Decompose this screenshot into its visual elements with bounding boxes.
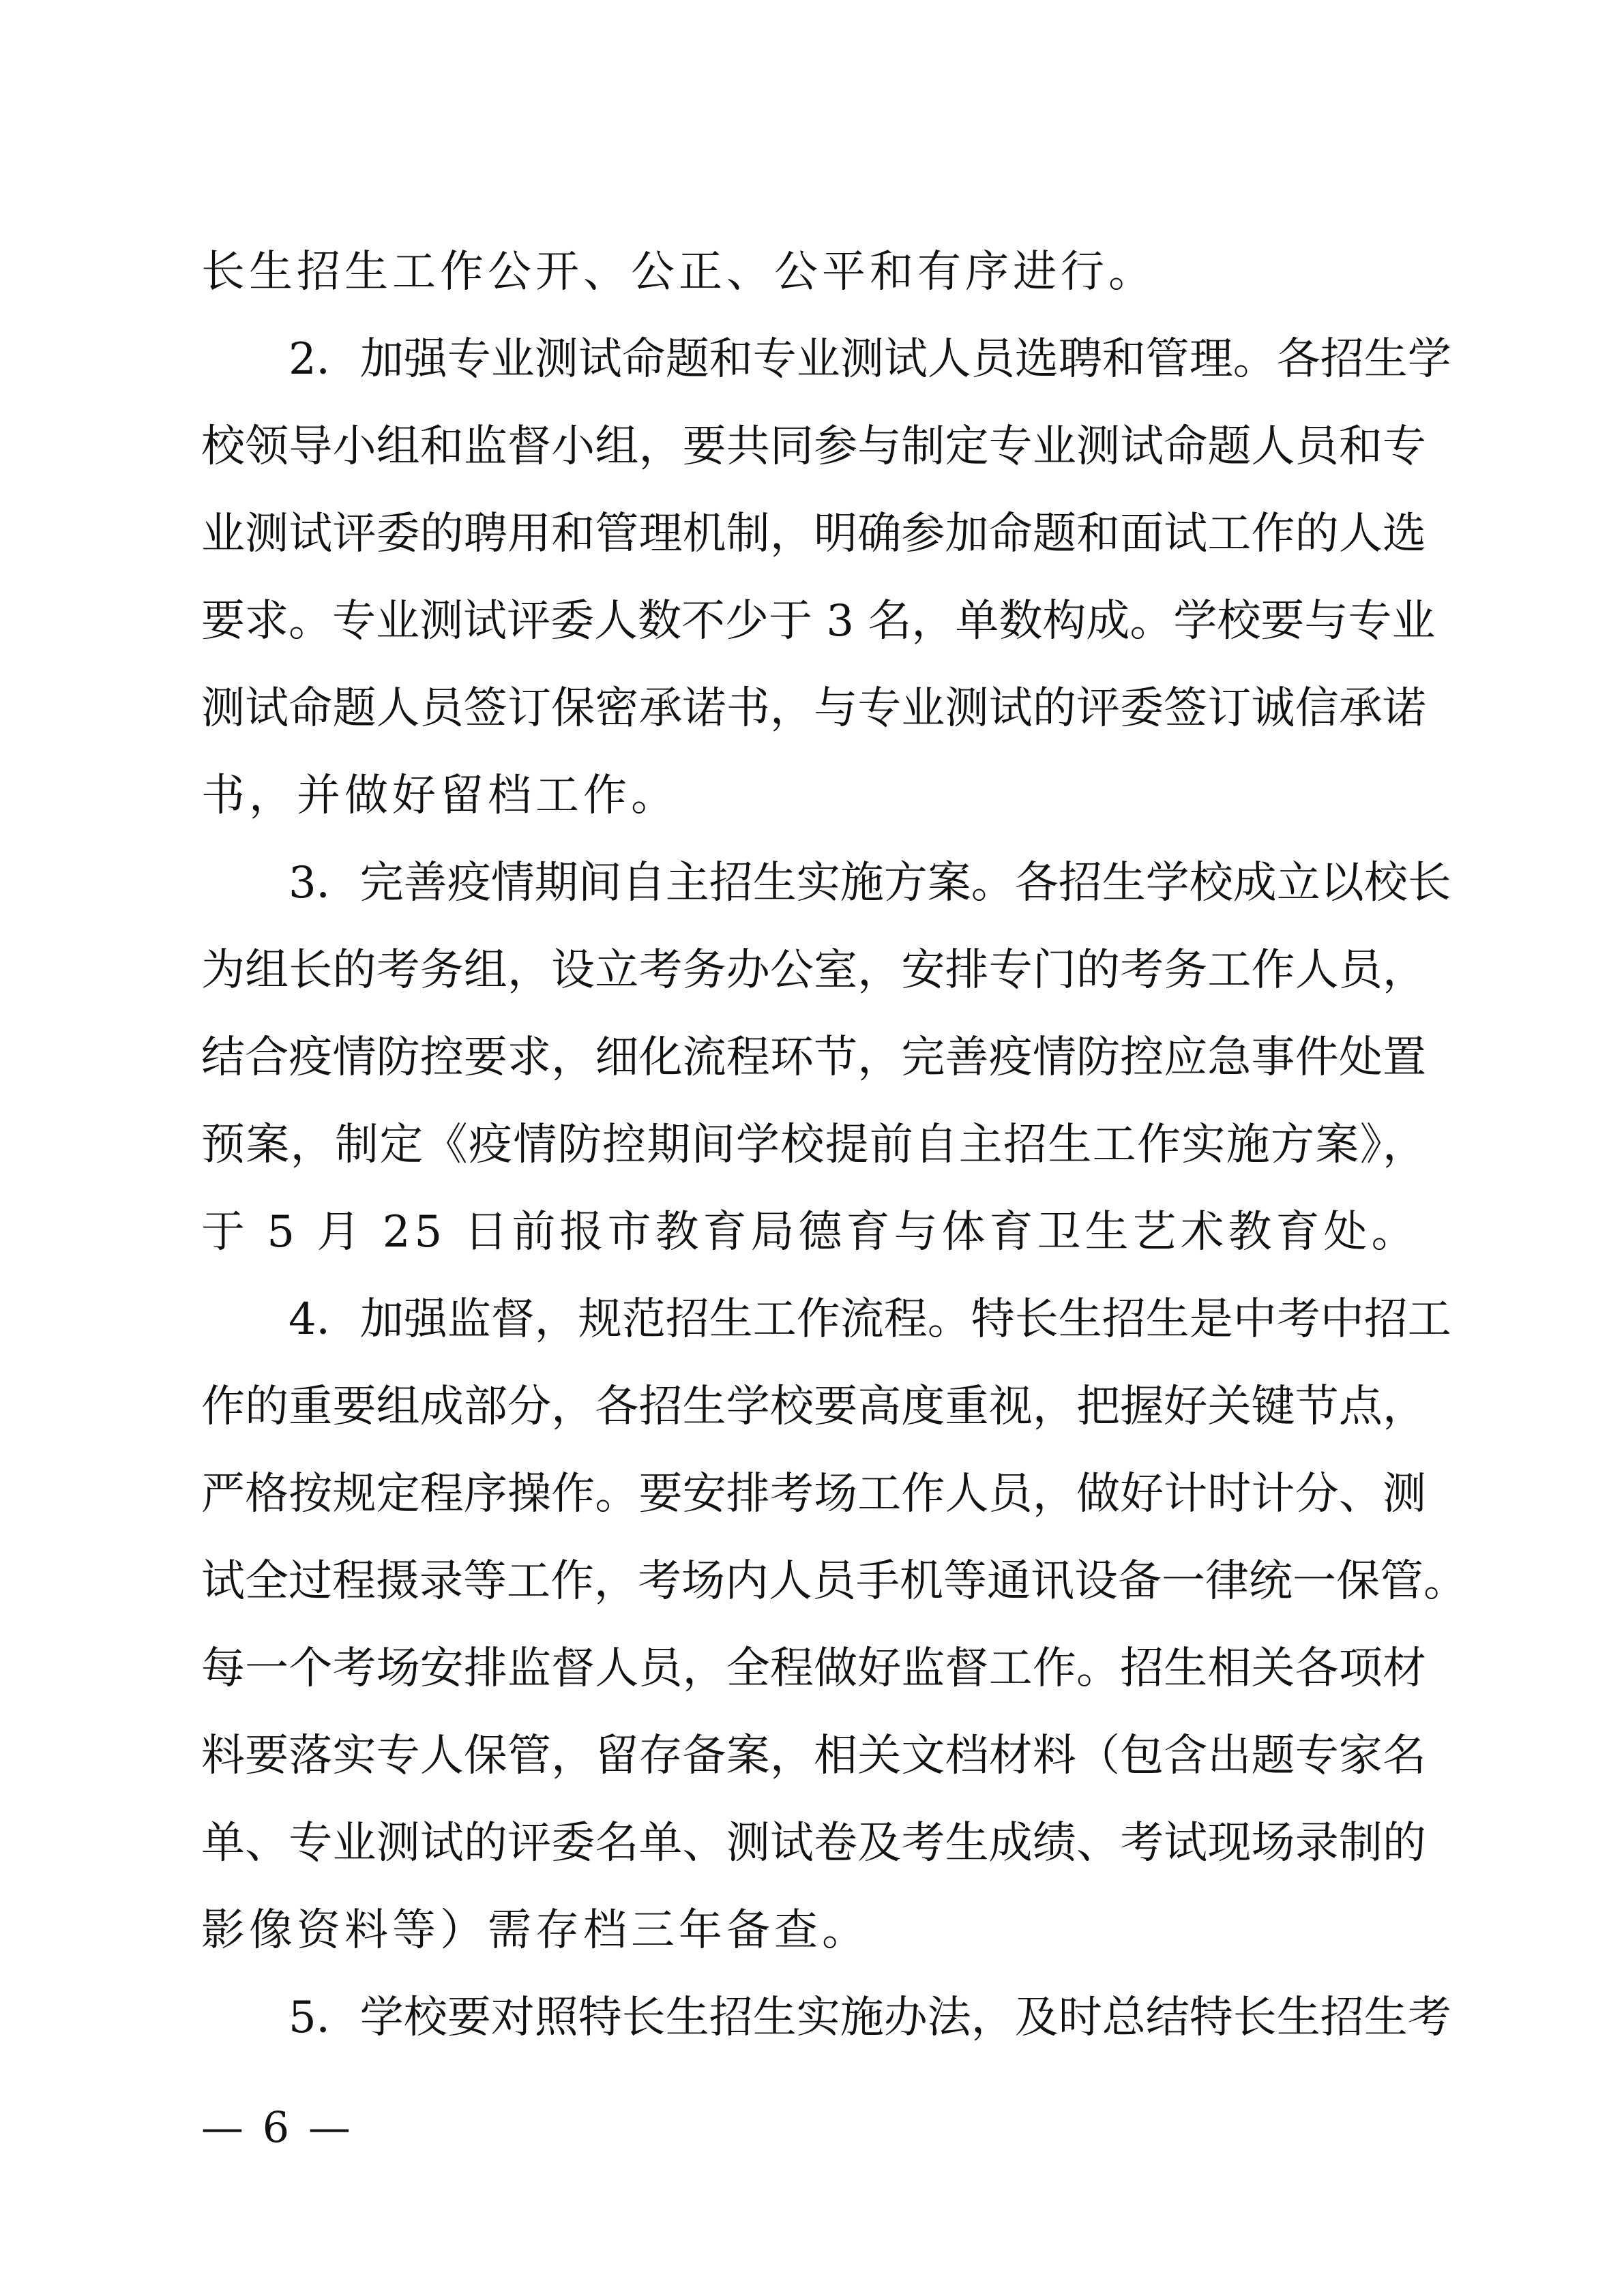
text-line: 校领导小组和监督小组，要共同参与制定专业测试命题人员和专 bbox=[201, 421, 1426, 472]
text-line: 预案，制定《疫情防控期间学校提前自主招生工作实施方案》， bbox=[201, 1120, 1426, 1170]
body-text bbox=[201, 228, 1467, 2061]
text-line: 影像资料等）需存档三年备查。 bbox=[201, 1905, 870, 1956]
text-line: 结合疫情防控要求，细化流程环节，完善疫情防控应急事件处置 bbox=[201, 1032, 1426, 1083]
text-line: 料要落实专人保管，留存备案，相关文档材料（包含出题专家名 bbox=[201, 1731, 1426, 1781]
text-line: 严格按规定程序操作。要安排考场工作人员，做好计时计分、测 bbox=[201, 1469, 1426, 1519]
text-line: 测试命题人员签订保密承诺书，与专业测试的评委签订诚信承诺 bbox=[201, 683, 1426, 734]
text-line: 每一个考场安排监督人员，全程做好监督工作。招生相关各项材 bbox=[201, 1643, 1426, 1694]
text-line: 书，并做好留档工作。 bbox=[201, 771, 679, 821]
text-line: 3．完善疫情期间自主招生实施方案。各招生学校成立以校长 bbox=[289, 858, 1451, 908]
text-line: 要求。专业测试评委人数不少于 3 名，单数构成。学校要与专业 bbox=[201, 596, 1436, 646]
text-line: 2．加强专业测试命题和专业测试人员选聘和管理。各招生学 bbox=[289, 334, 1451, 385]
text-line: 单、专业测试的评委名单、测试卷及考生成绩、考试现场录制的 bbox=[201, 1818, 1426, 1868]
text-line: 4．加强监督，规范招生工作流程。特长生招生是中考中招工 bbox=[289, 1294, 1451, 1345]
text-line: 长生招生工作公开、公正、公平和有序进行。 bbox=[201, 247, 1156, 297]
text-line: 5．学校要对照特长生招生实施办法，及时总结特长生招生考 bbox=[289, 1993, 1451, 2043]
text-line: 为组长的考务组，设立考务办公室，安排专门的考务工作人员， bbox=[201, 945, 1426, 996]
text-line: 于 5 月 25 日前报市教育局德育与体育卫生艺术教育处。 bbox=[201, 1207, 1419, 1257]
text-line: 作的重要组成部分，各招生学校要高度重视，把握好关键节点， bbox=[201, 1382, 1426, 1432]
text-line: 业测试评委的聘用和管理机制，明确参加命题和面试工作的人选 bbox=[201, 509, 1426, 559]
text-line: 试全过程摄录等工作，考场内人员手机等通讯设备一律统一保管。 bbox=[201, 1556, 1467, 1607]
page-number: — 6 — bbox=[201, 2102, 353, 2152]
